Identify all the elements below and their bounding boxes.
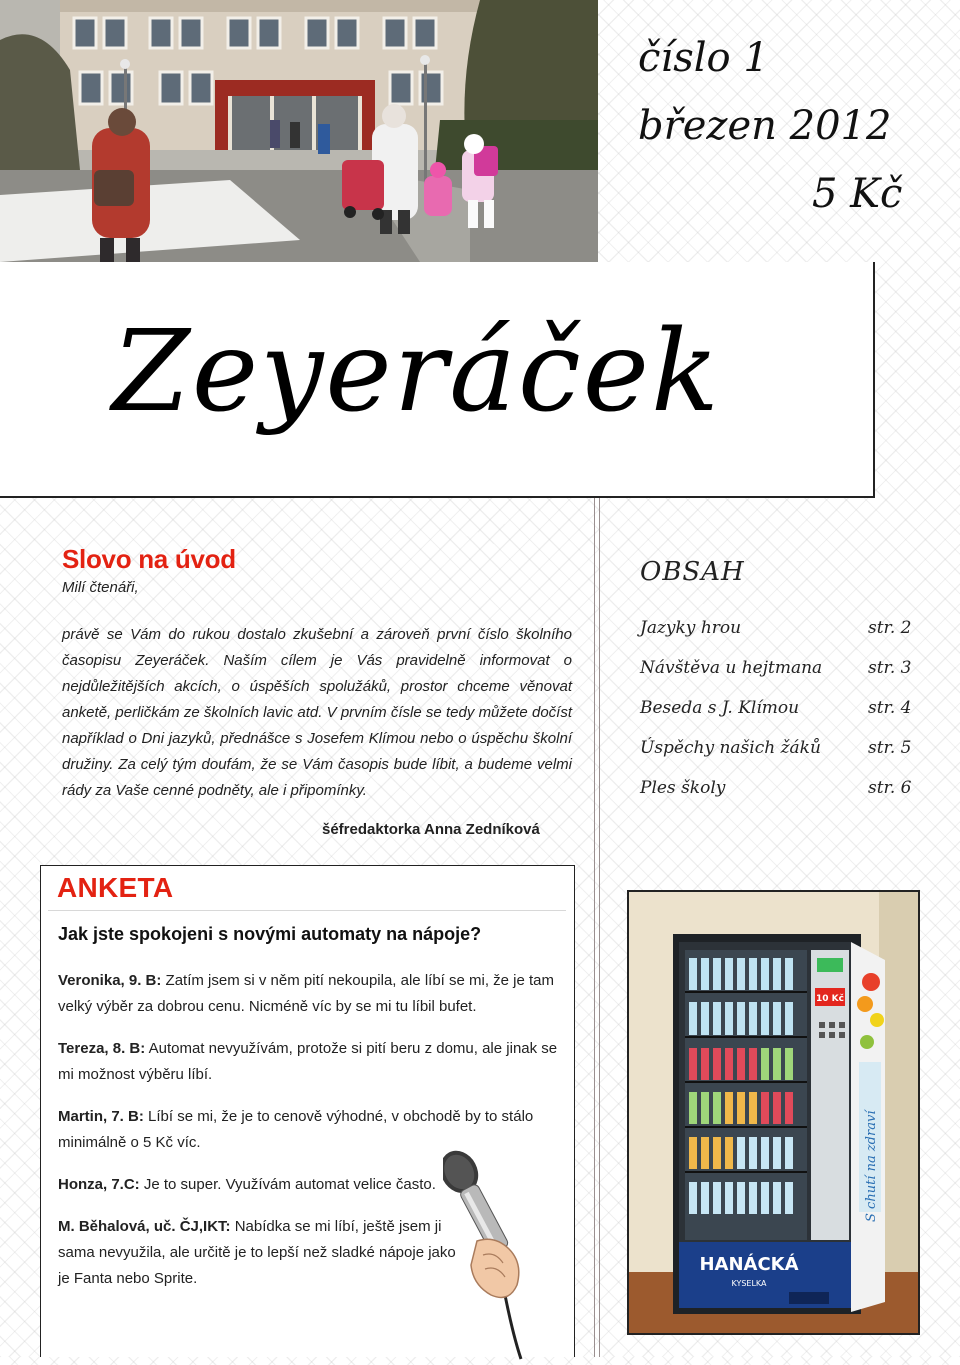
school-photo	[0, 0, 598, 262]
toc-item-page: str. 5	[868, 738, 912, 758]
survey-question: Jak jste spokojeni s novými automaty na nápoje?	[58, 924, 482, 944]
intro-signature: šéfredaktorka Anna Zedníková	[322, 821, 540, 838]
answer-text: Zatím jsem si v něm pití nekoupila, ale líbí se mi, že je tam velký výběr za dobrou cenu. Nicméně víc by se mi tu líbil bufet.	[58, 972, 555, 1015]
price-sticker: 10 Kč	[816, 994, 844, 1004]
respondent: Veronika, 9. B:	[58, 972, 162, 989]
survey-heading: ANKETA	[57, 872, 174, 903]
intro-body: právě se Vám do rukou dostalo zkušební a zároveň první číslo školního časopisu Zeyeráček. Naším cílem je Vás pravidelně informovat o nejdůležitějších akcích, o úspěších spolužáků, prostor chceme věnovat anketě, perličkám ze školních lavic atd. V prvním čísle se tedy můžete dočíst například o Dni jazyků, přednášce s Josefem Klímou nebo o úspěchu školní družiny. Za celý tým doufám, že se Vám časopis bude líbit, a budeme velmi rády za Vaše cenné podněty, ale i připomínky.	[62, 626, 572, 799]
toc-item-page: str. 2	[868, 618, 912, 638]
respondent: Honza, 7.C:	[58, 1176, 140, 1193]
answer-text: Nabídka se mi líbí, ještě jsem ji sama nevyužila, ale určitě je to lepší než sladké nápoje jako je Fanta nebo Sprite.	[58, 1218, 456, 1287]
toc-item-page: str. 3	[868, 658, 912, 678]
toc-item-title: Návštěva u hejtmana	[640, 658, 823, 678]
survey-answer	[58, 968, 558, 1020]
toc-item-page: str. 6	[868, 778, 912, 798]
column-divider	[594, 498, 600, 1357]
answer-text: Líbí se mi, že je to cenově výhodné, v obchodě by to stálo minimálně o 5 Kč víc.	[58, 1108, 534, 1151]
intro-greeting: Milí čtenáři,	[62, 579, 139, 596]
toc-item-title: Úspěchy našich žáků	[640, 738, 821, 758]
vending-brand: HANÁCKÁ	[699, 1254, 799, 1275]
issue-price: 5 Kč	[812, 171, 903, 217]
vending-brand-sub: KYSELKA	[731, 1279, 767, 1288]
microphone-icon	[443, 1145, 539, 1360]
answer-text: Automat nevyužívám, protože si pití beru z domu, ale jinak se mi možnost výběru líbí.	[58, 1040, 558, 1083]
answer-text: Je to super. Využívám automat velice často.	[139, 1176, 436, 1193]
vending-machine-photo	[627, 890, 920, 1335]
respondent: M. Běhalová, uč. ČJ,IKT:	[58, 1218, 231, 1235]
issue-number: číslo 1	[638, 35, 769, 81]
intro-heading: Slovo na úvod	[62, 544, 236, 574]
toc-heading: OBSAH	[640, 557, 745, 587]
survey-answer	[58, 1214, 468, 1292]
vending-slogan: S chutí na zdraví	[864, 1110, 879, 1222]
toc-item-page: str. 4	[868, 698, 912, 718]
toc-item-title: Jazyky hrou	[640, 618, 742, 638]
survey-divider	[48, 910, 566, 911]
respondent: Tereza, 8. B:	[58, 1040, 146, 1057]
toc-item-title: Beseda s J. Klímou	[640, 698, 800, 718]
respondent: Martin, 7. B:	[58, 1108, 144, 1125]
issue-date: březen 2012	[638, 103, 892, 149]
masthead-title: Zeyeráček	[112, 307, 721, 437]
toc-item-title: Ples školy	[640, 778, 726, 798]
survey-answer	[58, 1036, 563, 1088]
